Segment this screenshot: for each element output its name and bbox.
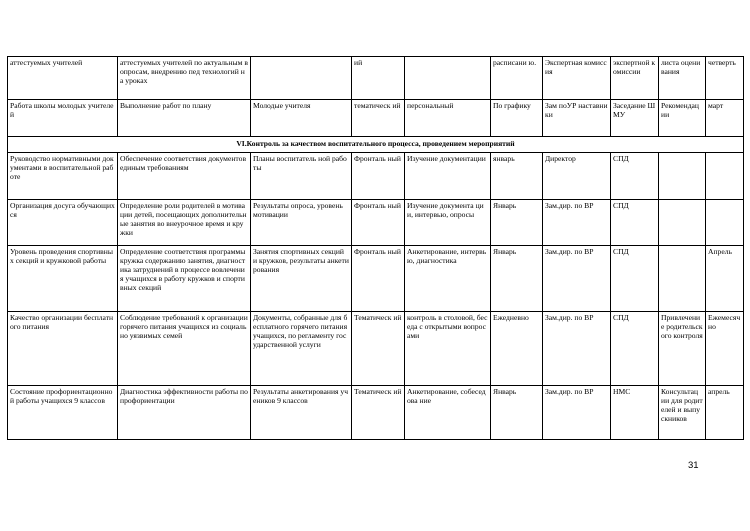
cell-text: Январь [493,386,517,396]
table-cell [352,152,405,199]
cell-text: Апрель [708,246,732,256]
cell-text: Выполнение работ по плану [120,101,212,110]
table-cell [8,199,118,245]
cell-text: январь [493,153,515,163]
cell-text: Руководство нормативными документами в воспитательной работе [10,153,114,181]
table-row [8,100,744,137]
table-cell [491,245,543,311]
table-cell [352,199,405,245]
cell-text: четверть [708,58,736,67]
cell-text: Привлечени е родительск ого контроля [661,312,703,340]
table-cell [543,199,611,245]
table-cell [8,245,118,311]
table-cell [706,199,744,245]
table-cell [611,199,659,245]
table-row [8,199,744,245]
cell-text: По графику [493,101,531,110]
cell-text: Состояние профориентационной работы учащихся 9 классов [10,386,113,405]
section-header-row [8,137,744,153]
table-cell [659,199,706,245]
table-cell [543,100,611,137]
table-cell [659,57,706,100]
cell-text: Анкетирование, собеседова ние [407,386,486,405]
cell-text: СПД [613,246,629,256]
table-cell [8,100,118,137]
cell-text: Зам.дир. по ВР [545,200,594,210]
table-cell [118,100,251,137]
cell-text: ий [354,58,363,67]
table-cell [659,245,706,311]
table-cell [543,311,611,385]
table-cell [611,152,659,199]
table-cell [8,311,118,385]
table-cell [706,311,744,385]
table-cell [118,152,251,199]
table-cell [118,57,251,100]
cell-text: Результаты анкетирования учеников 9 классов [253,386,349,405]
table-cell [659,100,706,137]
cell-text: Работа школы молодых учителей [10,101,114,119]
table-cell [706,385,744,439]
table-cell [8,152,118,199]
cell-text: НМС [613,386,631,396]
table-cell [352,245,405,311]
table-cell [611,385,659,439]
table-row [8,57,744,100]
cell-text: аттестуемых учителей по актуальным вопросам, внедрению пед технологий на уроках [120,58,248,85]
cell-text: Изучение документации [407,153,486,163]
table-cell [706,152,744,199]
table-cell [611,57,659,100]
cell-text: Директор [545,153,576,163]
cell-text: Зам.дир. по ВР [545,312,594,322]
cell-text: Экспертная комиссия [545,58,607,76]
table-cell [659,385,706,439]
cell-text: листа оценивания [661,58,701,76]
table-cell [251,245,352,311]
table-cell [352,57,405,100]
table-cell [251,57,352,100]
page-number: 31 [688,460,699,471]
cell-text: Изучение документа ции, интервью, опросы [407,200,484,219]
cell-text: Ежемесячно [708,312,741,331]
table-cell [352,385,405,439]
table-cell [118,245,251,311]
cell-text: Рекомендац ии [661,101,699,119]
table-cell [251,311,352,385]
cell-text: Результаты опроса, уровень мотивации [253,200,343,219]
table-cell [706,57,744,100]
table-cell [405,57,491,100]
cell-text: Зам.дир. по ВР [545,386,594,396]
table-cell [405,199,491,245]
section-title: VI.Контроль за качеством воспитательного процесса, проведением мероприятий [8,137,744,153]
cell-text: Ежедневно [493,312,529,322]
cell-text: Фронталь ный [354,200,401,210]
cell-text: Тематическ ий [354,312,402,322]
table-cell [118,199,251,245]
table-cell [543,57,611,100]
table-cell [611,100,659,137]
table-cell [491,57,543,100]
table-cell [659,311,706,385]
table-cell [405,100,491,137]
table-cell [543,385,611,439]
cell-text: Заседание ШМУ [613,101,656,119]
cell-text: март [708,101,724,110]
table-row [8,311,744,385]
table-row [8,152,744,199]
cell-text: контроль в столовой, беседа с открытыми вопросами [407,312,488,340]
cell-text: Занятия спортивных секций и кружков, результаты анкетирования [253,246,349,274]
cell-text: Фронталь ный [354,246,401,256]
table-cell [251,199,352,245]
cell-text: СПД [613,312,629,322]
cell-text: Документы, собранные для бесплатного горячего питания учащихся, по регламенту государственной услуги [253,312,348,349]
table-row [8,245,744,311]
cell-text: Январь [493,246,517,256]
cell-text: Тематическ ий [354,386,402,396]
table-cell [251,100,352,137]
table-cell [491,385,543,439]
cell-text: Определение соответствия программы кружка содержанию занятия, диагностика затруднений в процессе вовлечения учащихся в работу кружков и спортивных секций [120,246,246,292]
cell-text: СПД [613,200,629,210]
table-cell [251,385,352,439]
cell-text: тематическ ий [354,101,401,110]
cell-text: Январь [493,200,517,210]
cell-text: апрель [708,386,730,396]
cell-text: Зам поУР наставники [545,101,608,119]
table-cell [352,311,405,385]
table-cell [491,152,543,199]
control-plan-table [7,56,744,440]
table-cell [251,152,352,199]
table-cell [706,100,744,137]
cell-text: Планы воспитатель ной работы [253,153,347,172]
table-cell [405,385,491,439]
table-cell [491,100,543,137]
table-cell [8,57,118,100]
cell-text: Зам.дир. по ВР [545,246,594,256]
table-cell [352,100,405,137]
table-cell [543,152,611,199]
cell-text: расписани ю. [493,58,537,67]
cell-text: СПД [613,153,629,163]
table-cell [8,385,118,439]
cell-text: персональный [407,101,454,110]
table-cell [706,245,744,311]
cell-text: Организация досуга обучающихся [10,200,115,219]
table-cell [491,199,543,245]
cell-text: Анкетирование, интервью, диагностика [407,246,487,265]
table-cell [491,311,543,385]
cell-text: Соблюдение требований к организации горячего питания учащихся из социально уязвимых семей [120,312,248,340]
table-cell [118,385,251,439]
cell-text: экспертной комиссии [613,58,656,76]
cell-text: Фронталь ный [354,153,401,163]
cell-text: Молодые учителя [253,101,311,110]
table-cell [659,152,706,199]
table-row [8,385,744,439]
table-cell [611,311,659,385]
cell-text: Уровень проведения спортивных секций и кружковой работы [10,246,113,265]
cell-text: Качество организации бесплатного питания [10,312,114,331]
table-cell [405,245,491,311]
table-cell [611,245,659,311]
cell-text: аттестуемых учителей [10,58,83,67]
table-cell [405,152,491,199]
table-cell [543,245,611,311]
cell-text: Обеспечение соответствия документов единым требованиям [120,153,247,172]
cell-text: Определение роли родителей в мотивации детей, посещающих дополнительные занятия во внеурочное время и кружки [120,200,247,237]
table-cell [118,311,251,385]
cell-text: Консультац ии для родителей и выпускников [661,386,703,423]
cell-text: Диагностика эффективности работы по профориентации [120,386,248,405]
table-cell [405,311,491,385]
